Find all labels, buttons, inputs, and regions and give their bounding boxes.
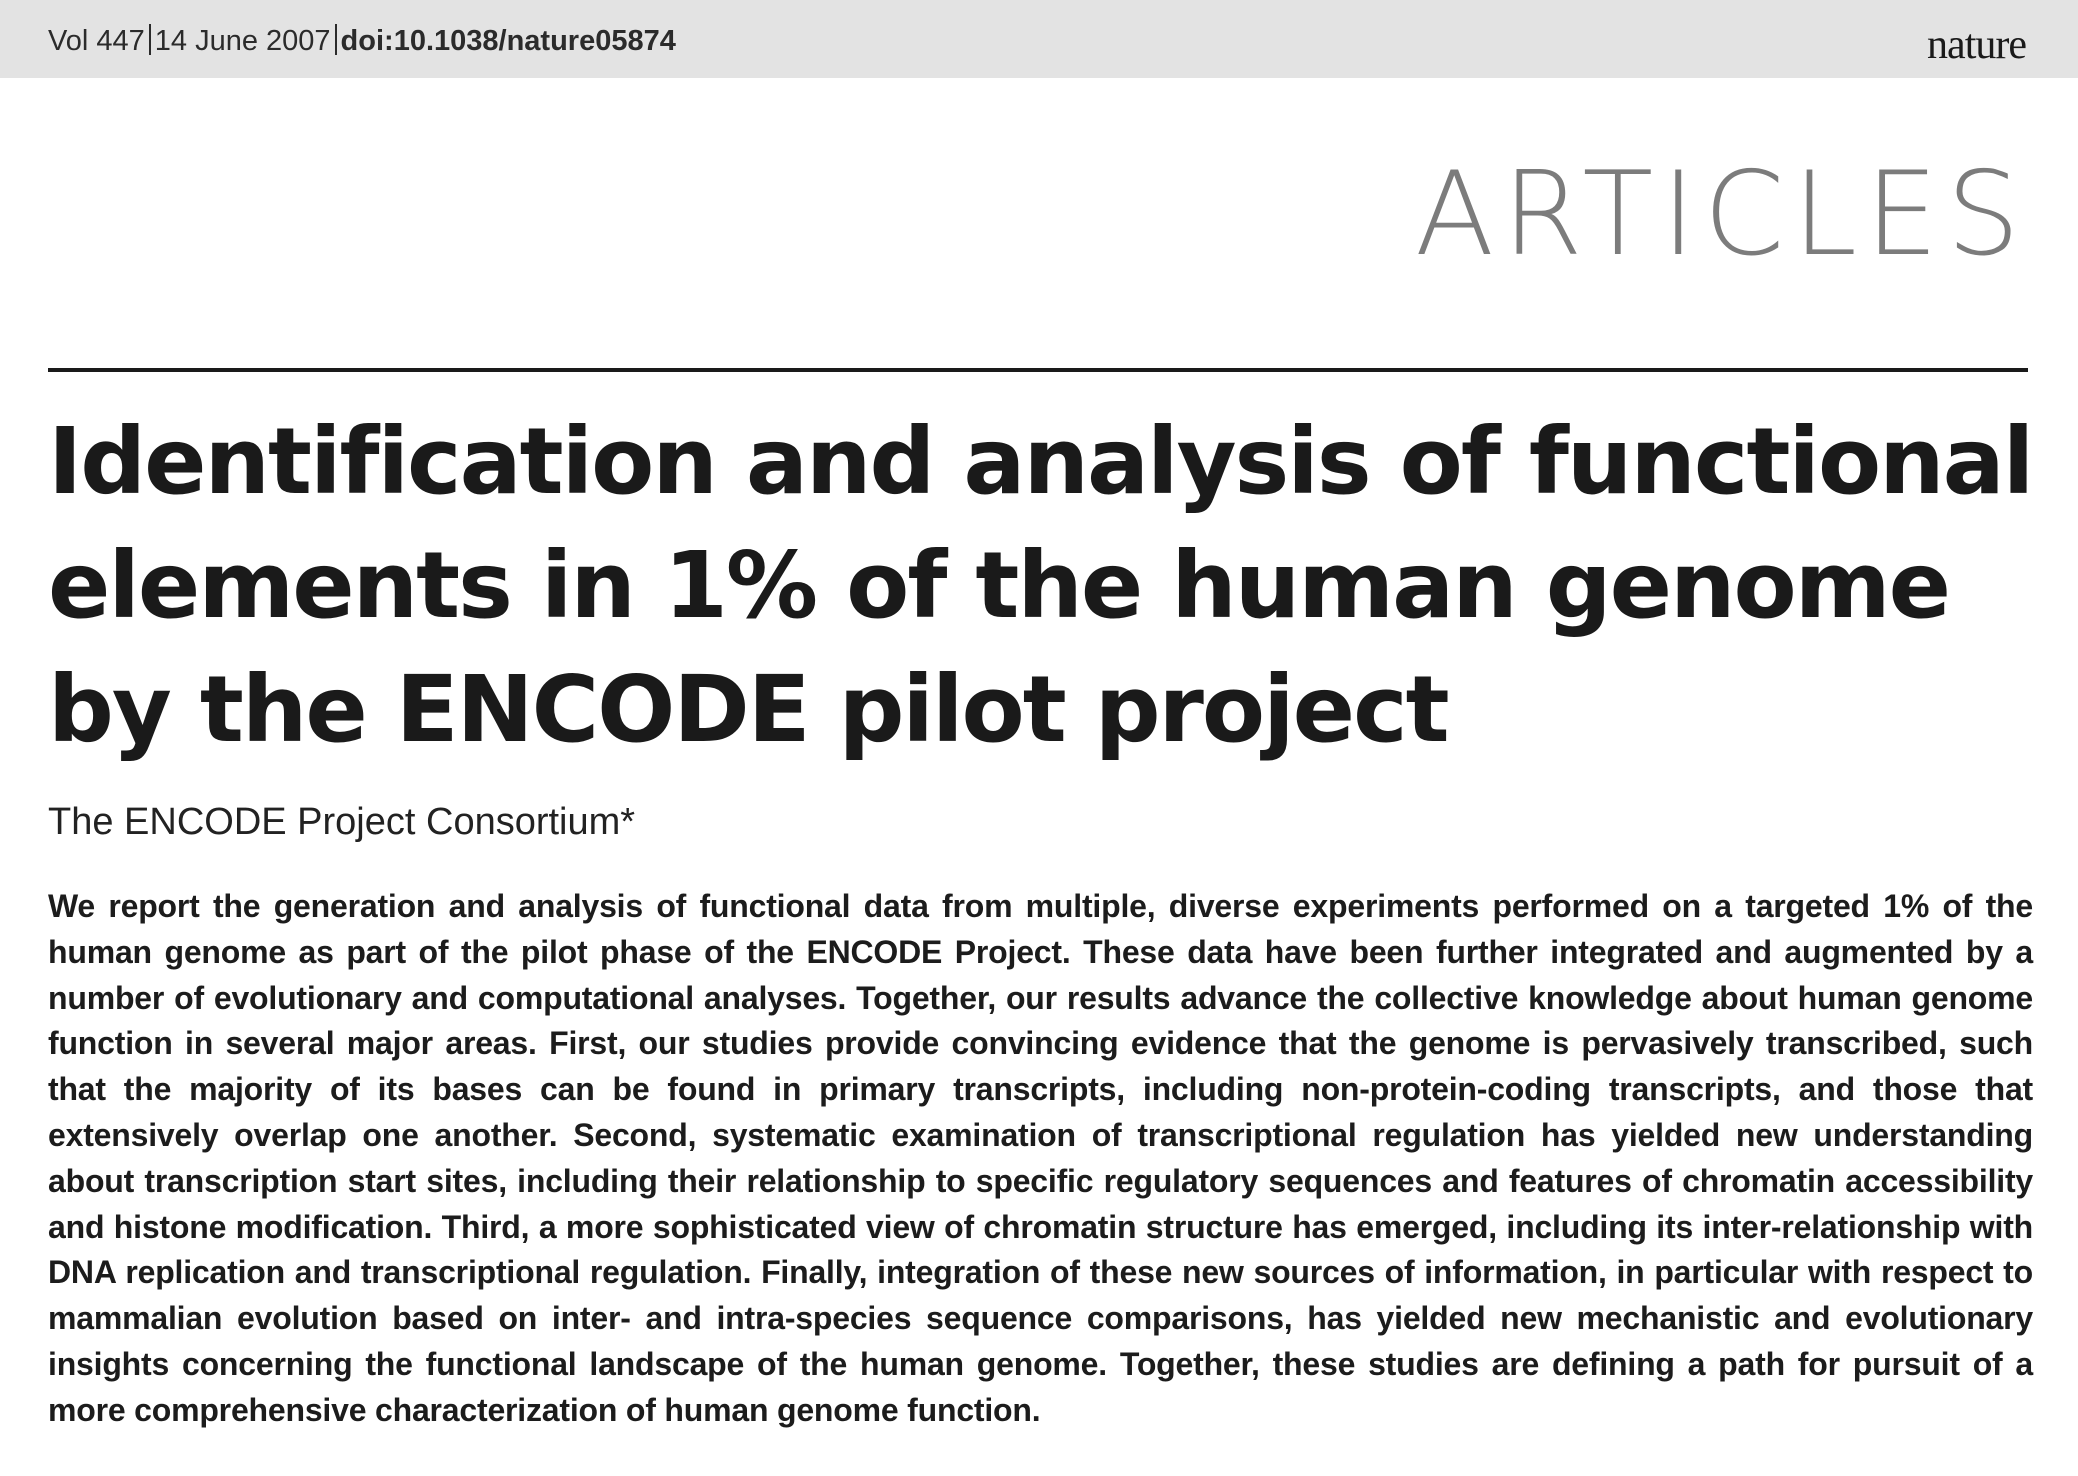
title-rule [48,368,2028,372]
volume-label: Vol 447 [48,25,145,57]
issue-info [48,24,676,58]
journal-header-bar [0,0,2078,78]
issue-date: 14 June 2007 [154,25,331,57]
article-title: Identification and analysis of functional elements in 1% of the human genome by the ENCODE pilot project [48,408,2033,763]
section-heading: ARTICLES [1414,147,2028,282]
journal-logo: nature [1927,22,2026,68]
separator [149,24,151,55]
separator [335,24,337,55]
doi-link[interactable]: doi:10.1038/nature05874 [340,25,676,57]
article-authors: The ENCODE Project Consortium* [48,801,636,843]
article-abstract: We report the generation and analysis of functional data from multiple, diverse experiments performed on a targeted 1% of the human genome as part of the pilot phase of the ENCODE Project. These data have been further integrated and augmented by a number of evolutionary and computational analyses. Together, our results advance the collective knowledge about human genome function in several major areas. First, our studies provide convincing evidence that the genome is pervasively transcribed, such that the majority of its bases can be found in primary transcripts, including non-protein-coding transcripts, and those that extensively overlap one another. Second, systematic examination of transcriptional regulation has yielded new understanding about transcription start sites, including their relationship to specific regulatory sequences and features of chromatin accessibility and histone modification. Third, a more sophisticated view of chromatin structure has emerged, including its inter-relationship with DNA replication and transcriptional regulation. Finally, integration of these new sources of information, in particular with respect to mammalian evolution based on inter- and intra-species sequence comparisons, has yielded new mechanistic and evolutionary insights concerning the functional landscape of the human genome. Together, these studies are defining a path for pursuit of a more comprehensive characterization of human genome function. [48,888,2033,1428]
